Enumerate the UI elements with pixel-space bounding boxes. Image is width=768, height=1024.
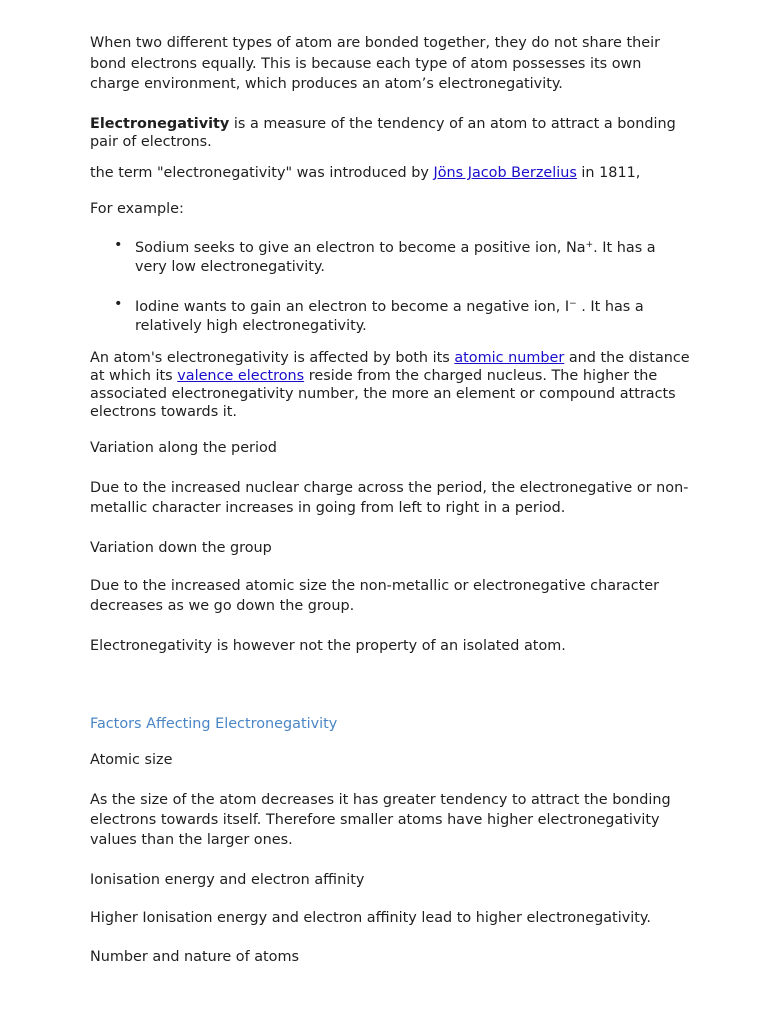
number-nature-subheading-text: Number and nature of atoms bbox=[90, 949, 299, 965]
definition-paragraph bbox=[90, 115, 690, 151]
sodium-charge: + bbox=[585, 240, 594, 250]
example-intro bbox=[90, 200, 690, 218]
period-subheading-text: Variation along the period bbox=[90, 440, 277, 456]
definition-text: is a measure of the tendency of an atom to attract a bonding pair of electrons. bbox=[90, 116, 676, 150]
atomic-size-text: As the size of the atom decreases it has greater tendency to attract the bonding electrons towards itself. Therefore smaller atoms have higher electronegativity values than the larger ones. bbox=[90, 792, 671, 848]
sodium-text-pre: Sodium seeks to give an electron to become a positive ion, Na bbox=[135, 240, 586, 256]
section-heading-text: Factors Affecting Electronegativity bbox=[90, 716, 338, 732]
atomic-number-link[interactable]: atomic number bbox=[454, 350, 565, 366]
history-text-post: in 1811, bbox=[576, 165, 641, 181]
factors-paragraph bbox=[90, 349, 690, 421]
intro-paragraph bbox=[90, 33, 690, 95]
sodium-text-post: . It has a very low electronegativity. bbox=[135, 240, 656, 275]
atomic-size-subheading-text: Atomic size bbox=[90, 752, 173, 768]
atomic-size-paragraph bbox=[90, 790, 690, 850]
example-list bbox=[90, 236, 690, 336]
period-paragraph bbox=[90, 478, 690, 518]
ionisation-paragraph bbox=[90, 909, 690, 927]
factors-text-b: and the distance at which its bbox=[90, 350, 690, 384]
ionisation-subheading-text: Ionisation energy and electron affinity bbox=[90, 872, 365, 888]
bullet-icon: • bbox=[114, 237, 123, 253]
isolated-atom-paragraph bbox=[90, 637, 690, 655]
berzelius-link[interactable]: Jöns Jacob Berzelius bbox=[433, 165, 577, 181]
ionisation-subheading bbox=[90, 871, 690, 889]
group-subheading-text: Variation down the group bbox=[90, 540, 272, 556]
intro-text: When two different types of atom are bonded together, they do not share their bond electrons equally. This is because each type of atom possesses its own charge environment, which produces an atom’s electronegativity. bbox=[90, 35, 660, 92]
valence-electrons-link[interactable]: valence electrons bbox=[177, 368, 305, 384]
number-nature-subheading bbox=[90, 948, 690, 966]
group-text: Due to the increased atomic size the non-metallic or electronegative character decreases as we go down the group. bbox=[90, 578, 660, 614]
list-item bbox=[90, 295, 690, 336]
bullet-icon: • bbox=[114, 296, 123, 312]
group-subheading bbox=[90, 539, 690, 557]
history-text-pre: the term "electronegativity" was introduced by bbox=[90, 165, 434, 181]
period-text: Due to the increased nuclear charge across the period, the electronegative or non-metallic character increases in going from left to right in a period. bbox=[90, 480, 689, 516]
iodine-text-post: . It has a relatively high electronegativity. bbox=[135, 299, 644, 334]
section-heading bbox=[90, 715, 690, 733]
group-paragraph bbox=[90, 576, 690, 616]
history-paragraph bbox=[90, 164, 690, 182]
ionisation-text: Higher Ionisation energy and electron affinity lead to higher electronegativity. bbox=[90, 910, 651, 926]
iodine-charge: − bbox=[569, 299, 577, 309]
example-intro-text: For example: bbox=[90, 201, 184, 217]
definition-term: Electronegativity bbox=[90, 116, 230, 132]
factors-text-a: An atom's electronegativity is affected by both its bbox=[90, 350, 455, 366]
factors-text-c: reside from the charged nucleus. The higher the associated electronegativity number, the more an element or compound attracts electrons towards it. bbox=[90, 368, 676, 420]
isolated-atom-text: Electronegativity is however not the property of an isolated atom. bbox=[90, 638, 566, 654]
list-item bbox=[90, 236, 690, 277]
period-subheading bbox=[90, 439, 690, 457]
atomic-size-subheading bbox=[90, 751, 690, 769]
iodine-text-pre: Iodine wants to gain an electron to become a negative ion, I bbox=[135, 299, 570, 315]
